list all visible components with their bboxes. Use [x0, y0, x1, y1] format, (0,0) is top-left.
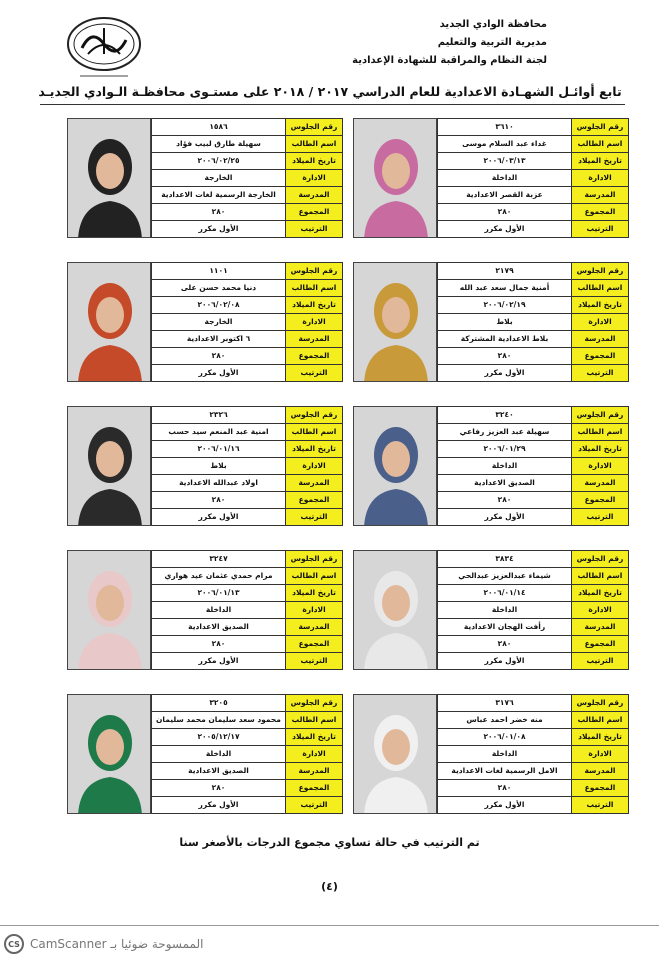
field-value-total: ٢٨٠ — [152, 780, 286, 797]
student-info-table — [437, 694, 629, 814]
field-label-seat: رقم الجلوس — [572, 407, 629, 424]
field-label-name: اسم الطالب — [286, 712, 343, 729]
table-row — [438, 365, 629, 382]
student-portrait-icon — [354, 551, 437, 670]
table-row — [152, 458, 343, 475]
table-row — [438, 297, 629, 314]
field-label-admin: الادارة — [572, 602, 629, 619]
student-photo — [353, 262, 437, 382]
table-row — [152, 695, 343, 712]
title-underline — [40, 104, 625, 105]
student-card — [67, 694, 343, 814]
field-value-total: ٢٨٠ — [152, 204, 286, 221]
field-label-rank: الترتيب — [286, 221, 343, 238]
table-row — [152, 348, 343, 365]
field-label-school: المدرسة — [286, 187, 343, 204]
field-value-seat: ٣٦١٠ — [438, 119, 572, 136]
page-title: تابع أوائـل الشهـادة الاعدادية للعام الدراسي ٢٠١٧ / ٢٠١٨ على مستـوى محافظـة الـوادي الجديـد — [38, 84, 622, 99]
field-label-dob: تاريخ الميلاد — [286, 441, 343, 458]
field-value-dob: ٢٠٠٦/٠٢/١٩ — [438, 297, 572, 314]
field-label-name: اسم الطالب — [286, 280, 343, 297]
field-label-total: المجموع — [286, 780, 343, 797]
table-row — [152, 187, 343, 204]
field-label-dob: تاريخ الميلاد — [286, 297, 343, 314]
field-label-total: المجموع — [286, 204, 343, 221]
table-row — [152, 331, 343, 348]
camscanner-footer — [4, 934, 203, 954]
table-row — [438, 551, 629, 568]
student-portrait-icon — [68, 407, 151, 526]
table-row — [438, 636, 629, 653]
field-label-rank: الترتيب — [572, 365, 629, 382]
table-row — [438, 263, 629, 280]
field-value-dob: ٢٠٠٦/٠١/١٦ — [152, 441, 286, 458]
field-value-school: الامل الرسمية لغات الاعدادية — [438, 763, 572, 780]
table-row — [152, 365, 343, 382]
field-value-admin: بلاط — [152, 458, 286, 475]
field-label-school: المدرسة — [286, 331, 343, 348]
table-row — [152, 492, 343, 509]
field-value-seat: ٣٢٤٧ — [152, 551, 286, 568]
calligraphy-logo-icon — [60, 14, 148, 82]
field-value-school: الخارجة الرسمية لغات الاعدادية — [152, 187, 286, 204]
student-card — [67, 262, 343, 382]
field-label-school: المدرسة — [572, 475, 629, 492]
field-label-name: اسم الطالب — [286, 568, 343, 585]
field-label-admin: الادارة — [286, 458, 343, 475]
field-value-rank: الأول مكرر — [438, 221, 572, 238]
table-row — [438, 136, 629, 153]
field-value-name: غداء عبد السلام موسى — [438, 136, 572, 153]
table-row — [438, 187, 629, 204]
field-label-rank: الترتيب — [286, 365, 343, 382]
table-row — [152, 568, 343, 585]
field-value-rank: الأول مكرر — [438, 509, 572, 526]
field-value-dob: ٢٠٠٦/٠٢/٢٥ — [152, 153, 286, 170]
field-value-school: بلاط الاعدادية المشتركة — [438, 331, 572, 348]
table-row — [438, 314, 629, 331]
field-label-rank: الترتيب — [286, 653, 343, 670]
field-label-rank: الترتيب — [286, 797, 343, 814]
field-label-total: المجموع — [572, 780, 629, 797]
field-label-total: المجموع — [572, 204, 629, 221]
table-row — [438, 407, 629, 424]
table-row — [152, 263, 343, 280]
field-label-seat: رقم الجلوس — [286, 551, 343, 568]
student-portrait-icon — [354, 695, 437, 814]
field-label-rank: الترتيب — [572, 653, 629, 670]
table-row — [152, 314, 343, 331]
field-label-seat: رقم الجلوس — [286, 119, 343, 136]
table-row — [438, 602, 629, 619]
field-value-name: امنية عبد المنعم سيد حسب — [152, 424, 286, 441]
table-row — [438, 695, 629, 712]
field-label-admin: الادارة — [286, 314, 343, 331]
student-portrait-icon — [354, 119, 437, 238]
field-label-seat: رقم الجلوس — [286, 407, 343, 424]
student-info-table — [437, 262, 629, 382]
field-value-total: ٢٨٠ — [438, 204, 572, 221]
field-value-seat: ١٥٨٦ — [152, 119, 286, 136]
table-row — [152, 746, 343, 763]
table-row — [438, 585, 629, 602]
field-value-admin: الداخلة — [438, 746, 572, 763]
table-row — [438, 712, 629, 729]
field-value-rank: الأول مكرر — [438, 365, 572, 382]
student-card — [67, 118, 343, 238]
field-label-admin: الادارة — [572, 314, 629, 331]
table-row — [438, 653, 629, 670]
field-label-total: المجموع — [286, 492, 343, 509]
field-value-total: ٢٨٠ — [438, 492, 572, 509]
field-label-dob: تاريخ الميلاد — [572, 441, 629, 458]
field-value-admin: بلاط — [438, 314, 572, 331]
table-row — [438, 221, 629, 238]
camscanner-logo-icon: CS — [4, 934, 24, 954]
field-value-total: ٢٨٠ — [438, 348, 572, 365]
field-label-admin: الادارة — [286, 746, 343, 763]
table-row — [438, 441, 629, 458]
table-row — [438, 204, 629, 221]
field-value-name: محمود سعد سليمان محمد سليمان — [152, 712, 286, 729]
student-card — [353, 694, 629, 814]
field-value-dob: ٢٠٠٦/٠٣/١٣ — [438, 153, 572, 170]
field-value-name: دنيا محمد حسن على — [152, 280, 286, 297]
student-portrait-icon — [68, 263, 151, 382]
table-row — [438, 153, 629, 170]
table-row — [438, 492, 629, 509]
field-value-rank: الأول مكرر — [438, 797, 572, 814]
table-row — [438, 475, 629, 492]
field-label-total: المجموع — [286, 636, 343, 653]
field-label-name: اسم الطالب — [286, 136, 343, 153]
table-row — [152, 136, 343, 153]
table-row — [438, 780, 629, 797]
page-number: (٤) — [321, 880, 338, 893]
field-value-total: ٢٨٠ — [152, 348, 286, 365]
table-row — [438, 729, 629, 746]
field-label-seat: رقم الجلوس — [572, 119, 629, 136]
field-value-school: ٦ اكتوبر الاعدادية — [152, 331, 286, 348]
field-label-name: اسم الطالب — [572, 568, 629, 585]
field-value-total: ٢٨٠ — [152, 492, 286, 509]
table-row — [438, 797, 629, 814]
field-value-name: شيماء عبدالعزيز عبدالحي — [438, 568, 572, 585]
field-label-name: اسم الطالب — [572, 424, 629, 441]
field-label-dob: تاريخ الميلاد — [572, 153, 629, 170]
field-value-school: رأفت الهجان الاعدادية — [438, 619, 572, 636]
field-label-admin: الادارة — [572, 746, 629, 763]
student-card — [67, 550, 343, 670]
field-label-total: المجموع — [572, 636, 629, 653]
student-info-table — [151, 406, 343, 526]
student-card — [353, 550, 629, 670]
field-label-school: المدرسة — [572, 619, 629, 636]
student-photo — [67, 262, 151, 382]
field-label-rank: الترتيب — [572, 509, 629, 526]
table-row — [152, 797, 343, 814]
field-value-seat: ٣٢٠٥ — [152, 695, 286, 712]
field-label-name: اسم الطالب — [572, 280, 629, 297]
field-value-name: منه خضر احمد عباس — [438, 712, 572, 729]
table-row — [438, 619, 629, 636]
student-photo — [353, 118, 437, 238]
table-row — [438, 509, 629, 526]
field-value-school: الصديق الاعدادية — [152, 763, 286, 780]
field-value-name: مرام حمدي عثمان عيد هواري — [152, 568, 286, 585]
field-value-admin: الداخلة — [152, 602, 286, 619]
student-card — [353, 262, 629, 382]
field-value-total: ٢٨٠ — [152, 636, 286, 653]
field-value-dob: ٢٠٠٦/٠١/٠٨ — [438, 729, 572, 746]
student-photo — [67, 406, 151, 526]
table-row — [152, 636, 343, 653]
student-card — [353, 118, 629, 238]
field-label-dob: تاريخ الميلاد — [572, 297, 629, 314]
table-row — [152, 441, 343, 458]
field-label-total: المجموع — [286, 348, 343, 365]
field-value-seat: ٣١٧٦ — [438, 695, 572, 712]
field-label-name: اسم الطالب — [572, 712, 629, 729]
header-committee: لجنة النظام والمراقبة للشهادة الإعدادية — [352, 55, 547, 66]
table-row — [152, 763, 343, 780]
header-block — [352, 16, 547, 70]
field-value-rank: الأول مكرر — [152, 365, 286, 382]
field-label-seat: رقم الجلوس — [286, 263, 343, 280]
student-info-table — [151, 118, 343, 238]
camscanner-text: الممسوحة ضوئيا بـ CamScanner — [30, 937, 204, 951]
field-value-admin: الخارجة — [152, 314, 286, 331]
field-label-school: المدرسة — [286, 619, 343, 636]
table-row — [438, 280, 629, 297]
field-value-dob: ٢٠٠٦/٠١/١٣ — [152, 585, 286, 602]
field-value-dob: ٢٠٠٦/٠١/٢٩ — [438, 441, 572, 458]
student-photo — [353, 694, 437, 814]
field-value-dob: ٢٠٠٥/١٢/١٧ — [152, 729, 286, 746]
field-label-school: المدرسة — [286, 763, 343, 780]
student-card — [67, 406, 343, 526]
field-label-name: اسم الطالب — [572, 136, 629, 153]
student-info-table — [151, 694, 343, 814]
field-value-dob: ٢٠٠٦/٠١/١٤ — [438, 585, 572, 602]
table-row — [152, 407, 343, 424]
field-label-seat: رقم الجلوس — [572, 695, 629, 712]
student-card — [353, 406, 629, 526]
field-value-seat: ١١٠١ — [152, 263, 286, 280]
field-value-rank: الأول مكرر — [152, 797, 286, 814]
student-photo — [67, 550, 151, 670]
field-value-admin: الداخلة — [438, 602, 572, 619]
student-info-table — [151, 550, 343, 670]
table-row — [438, 746, 629, 763]
field-value-name: أمنية جمال سعد عبد الله — [438, 280, 572, 297]
field-value-school: الصديق الاعدادية — [438, 475, 572, 492]
field-label-name: اسم الطالب — [286, 424, 343, 441]
student-info-table — [437, 118, 629, 238]
field-label-dob: تاريخ الميلاد — [286, 729, 343, 746]
ranking-note: تم الترتيب في حالة تساوي مجموع الدرجات بالأصغر سنا — [179, 836, 480, 849]
student-portrait-icon — [354, 263, 437, 382]
field-label-total: المجموع — [572, 492, 629, 509]
table-row — [152, 729, 343, 746]
table-row — [438, 119, 629, 136]
student-info-table — [437, 406, 629, 526]
field-value-total: ٢٨٠ — [438, 636, 572, 653]
field-value-rank: الأول مكرر — [438, 653, 572, 670]
field-value-seat: ٢١٧٩ — [438, 263, 572, 280]
field-value-admin: الداخلة — [438, 170, 572, 187]
field-value-total: ٢٨٠ — [438, 780, 572, 797]
field-label-school: المدرسة — [286, 475, 343, 492]
student-portrait-icon — [68, 119, 151, 238]
header-governorate: محافظة الوادي الجديد — [439, 19, 547, 30]
field-label-dob: تاريخ الميلاد — [572, 585, 629, 602]
field-value-rank: الأول مكرر — [152, 221, 286, 238]
table-row — [152, 780, 343, 797]
field-label-school: المدرسة — [572, 187, 629, 204]
table-row — [152, 153, 343, 170]
table-row — [152, 585, 343, 602]
field-value-school: عزبة القصر الاعدادية — [438, 187, 572, 204]
field-label-admin: الادارة — [286, 170, 343, 187]
table-row — [152, 653, 343, 670]
field-label-seat: رقم الجلوس — [572, 551, 629, 568]
table-row — [438, 170, 629, 187]
field-value-admin: الداخلة — [438, 458, 572, 475]
table-row — [152, 712, 343, 729]
student-photo — [353, 550, 437, 670]
field-value-name: سهيلة عبد العزيز رفاعي — [438, 424, 572, 441]
field-label-rank: الترتيب — [572, 221, 629, 238]
field-value-admin: الداخلة — [152, 746, 286, 763]
field-value-admin: الخارجة — [152, 170, 286, 187]
field-label-seat: رقم الجلوس — [286, 695, 343, 712]
table-row — [438, 331, 629, 348]
field-value-rank: الأول مكرر — [152, 509, 286, 526]
field-label-school: المدرسة — [572, 331, 629, 348]
table-row — [438, 424, 629, 441]
student-info-table — [437, 550, 629, 670]
student-info-table — [151, 262, 343, 382]
field-value-school: الصديق الاعدادية — [152, 619, 286, 636]
field-label-rank: الترتيب — [572, 797, 629, 814]
field-label-rank: الترتيب — [286, 509, 343, 526]
table-row — [152, 204, 343, 221]
field-value-name: سهيلة طارق لبيب فؤاد — [152, 136, 286, 153]
field-label-dob: تاريخ الميلاد — [572, 729, 629, 746]
table-row — [152, 221, 343, 238]
field-label-total: المجموع — [572, 348, 629, 365]
student-photo — [67, 694, 151, 814]
field-value-seat: ٣٢٤٠ — [438, 407, 572, 424]
student-portrait-icon — [354, 407, 437, 526]
table-row — [438, 348, 629, 365]
student-photo — [67, 118, 151, 238]
student-photo — [353, 406, 437, 526]
table-row — [152, 170, 343, 187]
table-row — [152, 602, 343, 619]
table-row — [152, 509, 343, 526]
field-value-rank: الأول مكرر — [152, 653, 286, 670]
table-row — [438, 568, 629, 585]
field-label-admin: الادارة — [286, 602, 343, 619]
field-value-seat: ٢٣٢٦ — [152, 407, 286, 424]
field-value-seat: ٣٨٣٤ — [438, 551, 572, 568]
field-label-seat: رقم الجلوس — [572, 263, 629, 280]
table-row — [152, 475, 343, 492]
footer-divider — [0, 925, 659, 926]
student-portrait-icon — [68, 551, 151, 670]
field-label-admin: الادارة — [572, 170, 629, 187]
student-portrait-icon — [68, 695, 151, 814]
table-row — [152, 619, 343, 636]
table-row — [438, 458, 629, 475]
table-row — [152, 297, 343, 314]
table-row — [152, 551, 343, 568]
table-row — [152, 424, 343, 441]
table-row — [152, 119, 343, 136]
field-label-admin: الادارة — [572, 458, 629, 475]
field-value-school: اولاد عبدالله الاعدادية — [152, 475, 286, 492]
header-directorate: مديرية التربية والتعليم — [437, 37, 547, 48]
field-label-dob: تاريخ الميلاد — [286, 585, 343, 602]
field-value-dob: ٢٠٠٦/٠٢/٠٨ — [152, 297, 286, 314]
table-row — [152, 280, 343, 297]
field-label-school: المدرسة — [572, 763, 629, 780]
table-row — [438, 763, 629, 780]
field-label-dob: تاريخ الميلاد — [286, 153, 343, 170]
